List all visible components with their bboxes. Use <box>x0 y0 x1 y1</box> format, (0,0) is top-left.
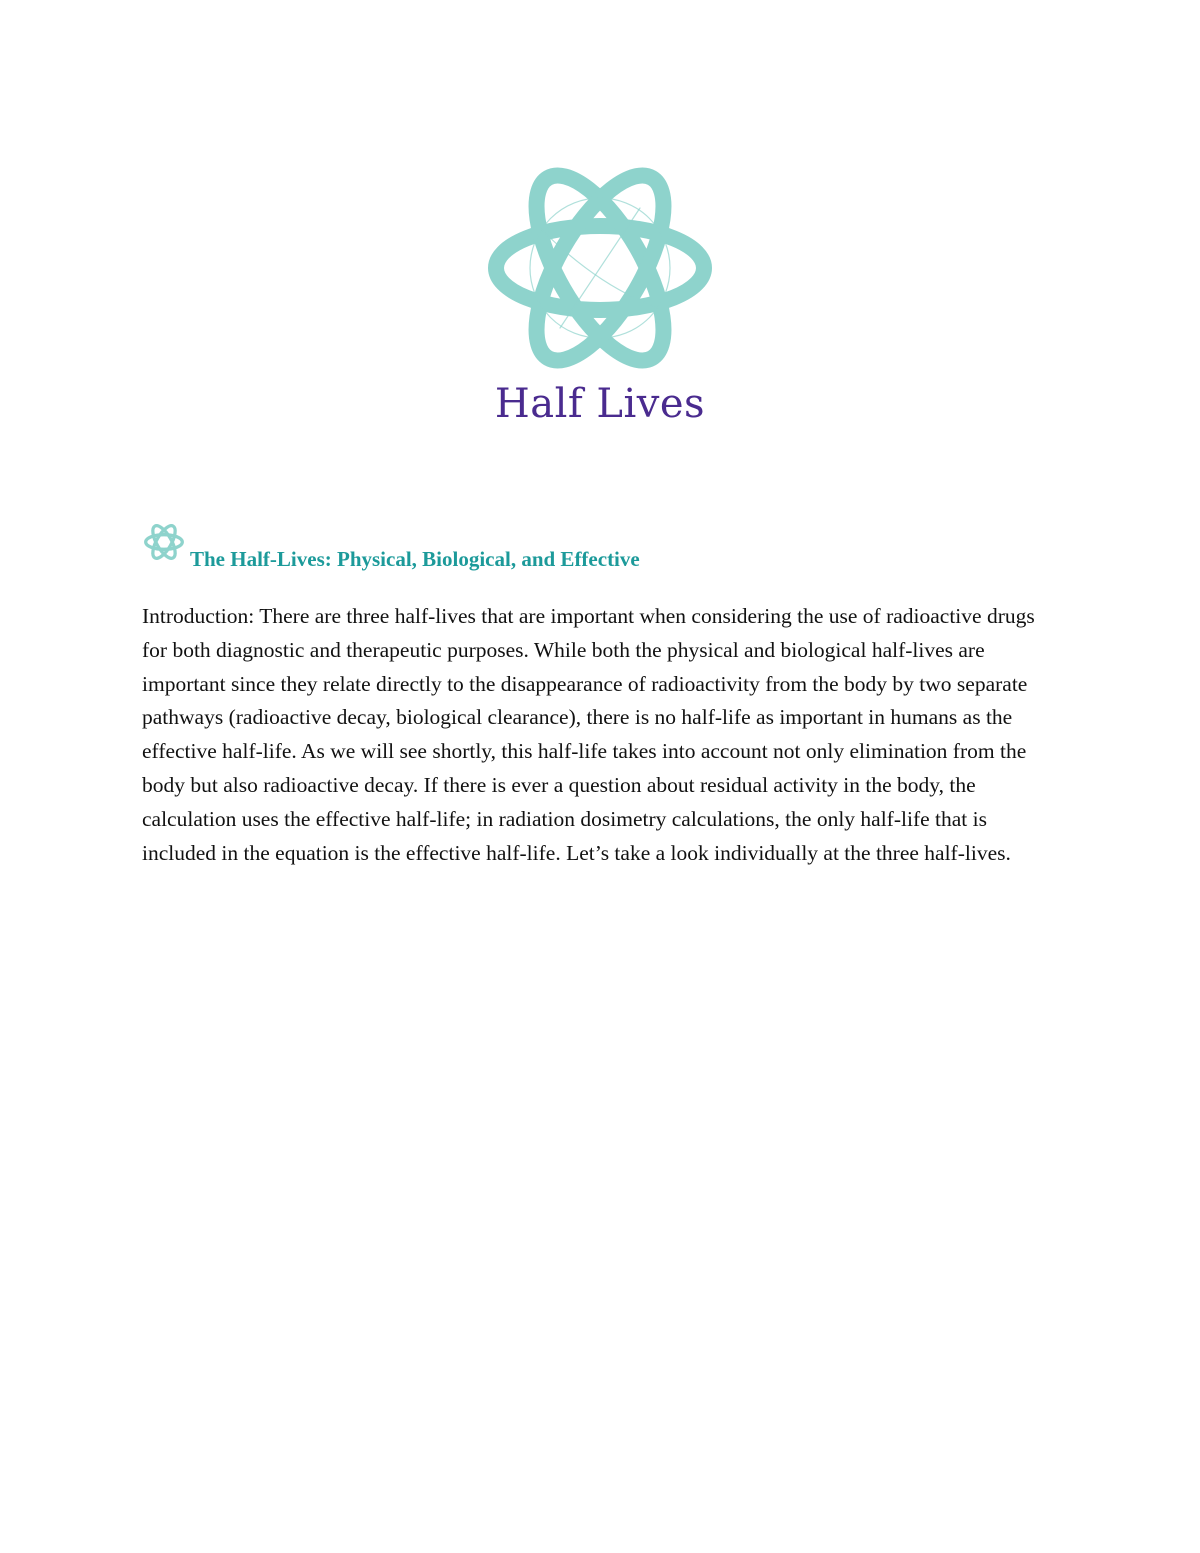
section-heading <box>142 522 640 572</box>
atom-orbit-icon <box>480 148 720 388</box>
intro-paragraph: Introduction: There are three half-lives that are important when considering the use of radioactive drugs for both diagnostic and therapeutic purposes. While both the physical and biological half-lives are important since they relate directly to the disappearance of radioactivity from the body by two separate pathways (radioactive decay, biological clearance), there is no half-life as important in humans as the effective half-life. As we will see shortly, this half-life takes into account not only elimination from the body but also radioactive decay. If there is ever a question about residual activity in the body, the calculation uses the effective half-life; in radiation dosimetry calculations, the only half-life that is included in the equation is the effective half-life. Let’s take a look individually at the three half-lives. <box>142 604 1035 865</box>
logo-title: Half Lives <box>494 381 706 427</box>
atom-orbit-icon <box>142 520 186 564</box>
section-title: The Half-Lives: Physical, Biological, and Effective <box>190 547 640 571</box>
